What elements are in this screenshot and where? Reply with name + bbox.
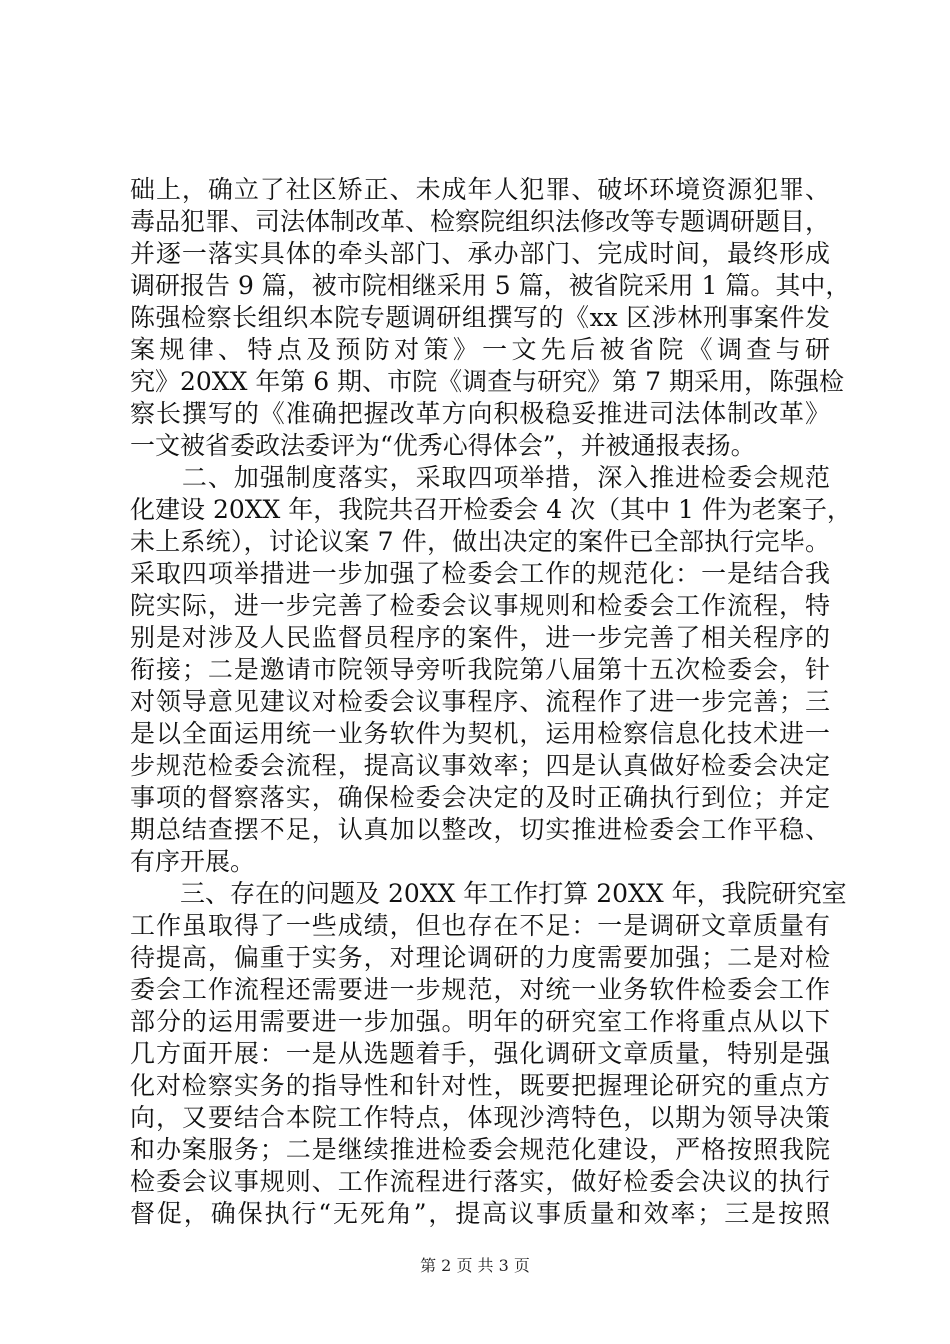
body-text-line: 部分的运用需要进一步加强。明年的研究室工作将重点从以下 [130, 1007, 830, 1036]
body-text-line: 是以全面运用统一业务软件为契机，运用检察信息化技术进一 [130, 719, 830, 748]
body-text-line: 二、加强制度落实，采取四项举措，深入推进检委会规范 [130, 463, 830, 492]
body-text-line: 有序开展。 [130, 847, 256, 876]
body-text-line: 衔接；二是邀请市院领导旁听我院第八届第十五次检委会，针 [130, 655, 830, 684]
body-text-line: 步规范检委会流程，提高议事效率；四是认真做好检委会决定 [130, 751, 830, 780]
body-text-line: 究》20XX 年第 6 期、市院《调查与研究》第 7 期采用，陈强检 [130, 367, 844, 396]
body-text-line: 事项的督察落实，确保检委会决定的及时正确执行到位；并定 [130, 783, 830, 812]
body-text-line: 院实际，进一步完善了检委会议事规则和检委会工作流程，特 [130, 591, 830, 620]
body-text-line: 检委会议事规则、工作流程进行落实，做好检委会决议的执行 [130, 1167, 830, 1196]
body-text-line: 化对检察实务的指导性和针对性，既要把握理论研究的重点方 [130, 1071, 830, 1100]
body-text-line: 未上系统），讨论议案 7 件，做出决定的案件已全部执行完毕。 [130, 527, 830, 556]
body-text-line: 毒品犯罪、司法体制改革、检察院组织法修改等专题调研题目， [130, 207, 831, 236]
page-footer: 第 2 页 共 3 页 [420, 1256, 530, 1275]
body-text-line: 督促，确保执行“无死角”，提高议事质量和效率；三是按照 [130, 1199, 830, 1228]
body-text-line: 向，又要结合本院工作特点，体现沙湾特色，以期为领导决策 [130, 1103, 830, 1132]
body-text-line: 工作虽取得了一些成绩，但也存在不足：一是调研文章质量有 [130, 911, 830, 940]
body-text-line: 察长撰写的《准确把握改革方向积极稳妥推进司法体制改革》 [130, 399, 830, 428]
body-text-line: 待提高，偏重于实务，对理论调研的力度需要加强；二是对检 [130, 943, 830, 972]
body-text-line: 陈强检察长组织本院专题调研组撰写的《xx 区涉林刑事案件发 [130, 303, 830, 332]
body-text-line: 一文被省委政法委评为“优秀心得体会”，并被通报表扬。 [130, 431, 756, 460]
body-text-line: 并逐一落实具体的牵头部门、承办部门、完成时间，最终形成 [130, 239, 830, 268]
body-text-line: 案规律、特点及预防对策》一文先后被省院《调查与研 [130, 335, 830, 364]
body-text-line: 委会工作流程还需要进一步规范，对统一业务软件检委会工作 [130, 975, 830, 1004]
document-body [130, 174, 852, 1230]
body-text-line: 调研报告 9 篇，被市院相继采用 5 篇，被省院采用 1 篇。其中， [130, 271, 851, 300]
body-text-line: 期总结查摆不足，认真加以整改，切实推进检委会工作平稳、 [130, 815, 830, 844]
body-text-line: 几方面开展：一是从选题着手，强化调研文章质量，特别是强 [130, 1039, 830, 1068]
body-text-line: 别是对涉及人民监督员程序的案件，进一步完善了相关程序的 [130, 623, 830, 652]
body-text-line: 础上，确立了社区矫正、未成年人犯罪、破坏环境资源犯罪、 [130, 175, 830, 204]
body-text-line: 和办案服务；二是继续推进检委会规范化建设，严格按照我院 [130, 1135, 830, 1164]
body-text-line: 采取四项举措进一步加强了检委会工作的规范化：一是结合我 [130, 559, 830, 588]
body-text-line: 三、存在的问题及 20XX 年工作打算 20XX 年，我院研究室 [130, 879, 847, 908]
body-text-line: 化建设 20XX 年，我院共召开检委会 4 次（其中 1 件为老案子， [130, 495, 852, 524]
body-text-line: 对领导意见建议对检委会议事程序、流程作了进一步完善；三 [130, 687, 830, 716]
